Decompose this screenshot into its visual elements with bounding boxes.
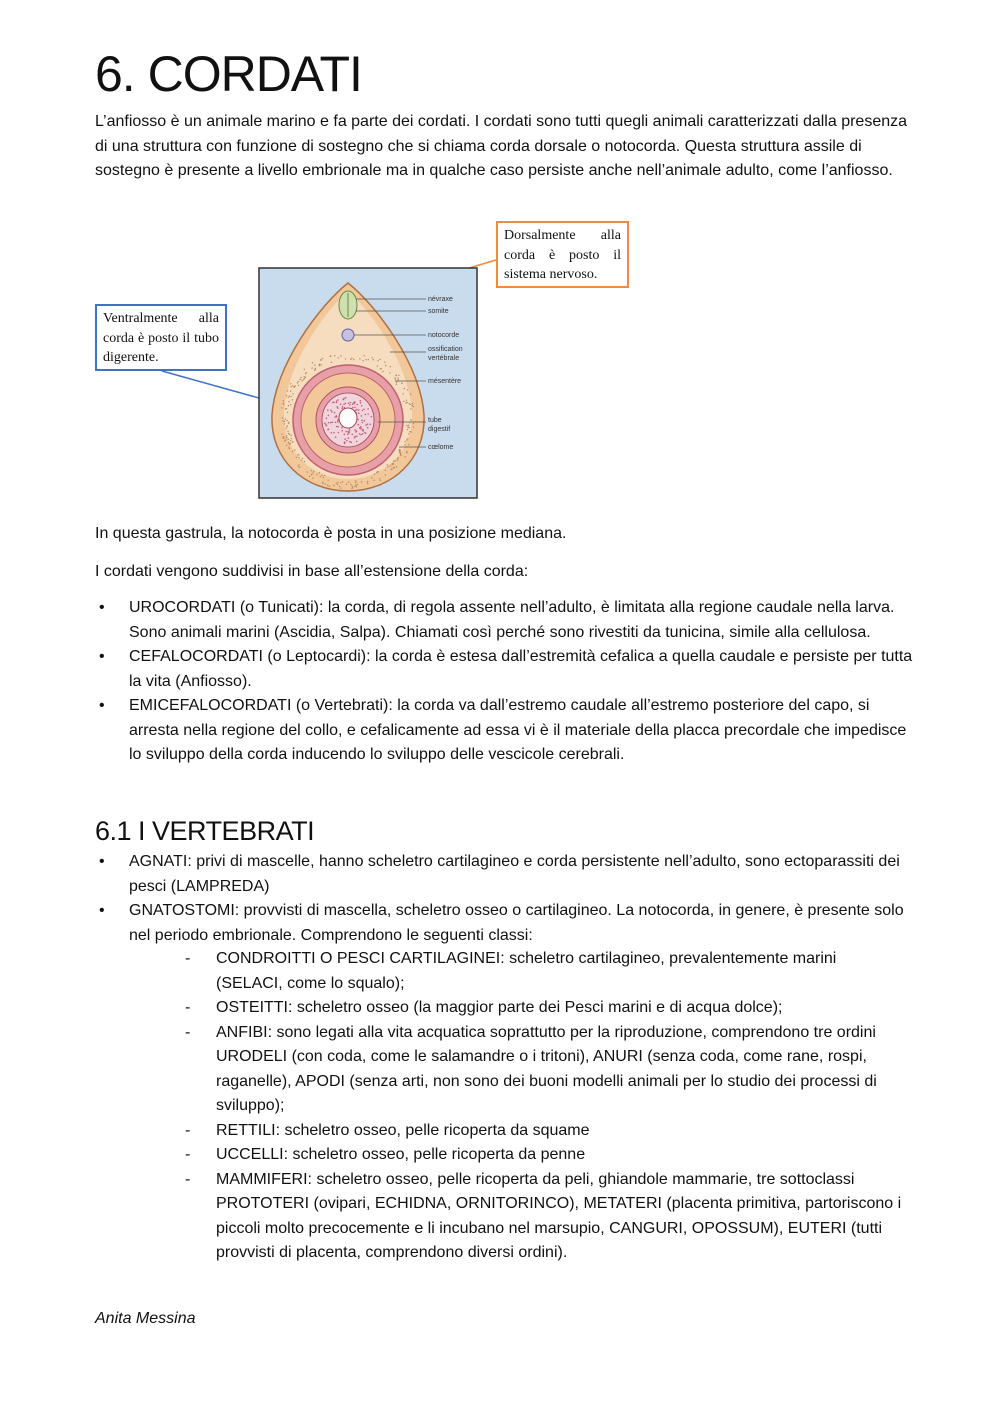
classification-intro: I cordati vengono suddivisi in base all’estensione della corda: [95, 563, 529, 580]
gastrula-paragraph: In questa gastrula, la notocorda è posta in una posizione mediana. [95, 525, 567, 542]
label-coelome: cœlome [428, 444, 454, 451]
list-item [185, 1119, 905, 1144]
author-footer: Anita Messina [95, 1310, 196, 1327]
section-title: 6.1 I VERTEBRATI [95, 816, 315, 846]
label-vertebrale: vertébrale [428, 355, 460, 362]
label-nevraxe: névraxe [428, 296, 453, 303]
list-item-text: EMICEFALOCORDATI (o Vertebrati): la corda va dall’estremo caudale all’estremo posteriore del capo, si arresta nella regione del collo, e cefalicamente ad essa vi è il materiale della placca precordale che impedisce lo sviluppo della corda inducendo lo sviluppo delle vescicole cerebrali. [129, 697, 907, 763]
list-item [95, 596, 915, 645]
vertebrate-classes-list [185, 947, 905, 1266]
intro-paragraph: L’anfiosso è un animale marino e fa parte dei cordati. I cordati sono tutti quegli animali caratterizzati dalla presenza di una struttura con funzione di sostegno che si chiama corda dorsale o notocorda. Questa struttura assile di sostegno è presente a livello embrionale ma in qualche caso persiste anche nell’animale adulto, come l’anfiosso. [95, 113, 908, 179]
label-tube: tube [428, 417, 442, 424]
label-somite: somite [428, 308, 449, 315]
vertebrate-groups-list [95, 850, 915, 948]
bullet: • [99, 648, 105, 665]
bullet: • [99, 599, 105, 616]
dash: - [185, 1023, 191, 1041]
list-item-text: CONDROITTI O PESCI CARTILAGINEI: scheletro cartilagineo, prevalentemente marini (SELACI, come lo squalo); [216, 950, 837, 992]
list-item [95, 850, 915, 899]
list-item-text: CEFALOCORDATI (o Leptocardi): la corda è estesa dall’estremità cefalica a quella caudale e persiste per tutta la vita (Anfiosso). [129, 648, 913, 690]
list-item [185, 1168, 905, 1266]
bullet: • [99, 902, 105, 919]
list-item-text: RETTILI: scheletro osseo, pelle ricoperta da squame [216, 1121, 590, 1139]
list-item [185, 996, 905, 1021]
label-notocorde: notocorde [428, 332, 460, 339]
dash: - [185, 950, 191, 967]
list-item-text: UCCELLI: scheletro osseo, pelle ricoperta da penne [216, 1146, 586, 1163]
list-item-text: ANFIBI: sono legati alla vita acquatica soprattutto per la riproduzione, comprendono tre ordini URODELI (con coda, come le salamandre o i tritoni), ANURI (senza coda, come rane, rospi, raganelle), APODI (senza arti, non sono dei buoni modelli animali per lo studio dei processi di sviluppo); [216, 1023, 877, 1114]
dash: - [185, 1170, 191, 1188]
anfiosso-cross-section-figure [90, 215, 650, 510]
bullet: • [99, 697, 105, 714]
bullet: • [99, 853, 105, 870]
ventral-callout: Ventralmente alla corda è posto il tubo digerente. [95, 304, 227, 371]
chordate-groups-list [95, 596, 915, 768]
list-item [95, 645, 915, 694]
dash: - [185, 1146, 191, 1163]
list-item-text: UROCORDATI (o Tunicati): la corda, di regola assente nell’adulto, è limitata alla regione caudale nella larva. Sono animali marini (Ascidia, Salpa). Chiamati così perché sono rivestiti da tunicina, simile alla cellulosa. [129, 599, 895, 641]
notochord [342, 329, 354, 341]
page-title: 6. CORDATI [95, 46, 362, 102]
list-item-text: MAMMIFERI: scheletro osseo, pelle ricoperta da peli, ghiandole mammarie, tre sottoclassi PROTOTERI (ovipari, ECHIDNA, ORNITORINCO), METATERI (placenta primitiva, partoriscono i piccoli molto precocemente e li incubano nel marsupio, CANGURI, OPOSSUM), EUTERI (tutti provvisti di placenta, comprendono diversi ordini). [216, 1170, 902, 1261]
list-item [95, 694, 915, 768]
list-item [185, 1143, 905, 1168]
list-item [185, 947, 905, 996]
list-item [185, 1021, 905, 1119]
dash: - [185, 1121, 191, 1139]
list-item [95, 899, 915, 948]
dorsal-callout: Dorsalmente alla corda è posto il sistema nervoso. [496, 221, 629, 288]
dash: - [185, 999, 191, 1016]
gut-lumen [339, 408, 357, 428]
label-mesentere: mésentère [428, 378, 462, 385]
label-ossification: ossification [428, 346, 463, 353]
list-item-text: AGNATI: privi di mascelle, hanno scheletro cartilagineo e corda persistente nell’adulto, sono ectoparassiti dei pesci (LAMPREDA) [129, 853, 900, 895]
list-item-text: OSTEITTI: scheletro osseo (la maggior parte dei Pesci marini e di acqua dolce); [216, 999, 783, 1016]
list-item-text: GNATOSTOMI: provvisti di mascella, scheletro osseo o cartilagineo. La notocorda, in genere, è presente solo nel periodo embrionale. Comprendono le seguenti classi: [129, 902, 904, 944]
label-digestif: digestif [428, 426, 451, 433]
